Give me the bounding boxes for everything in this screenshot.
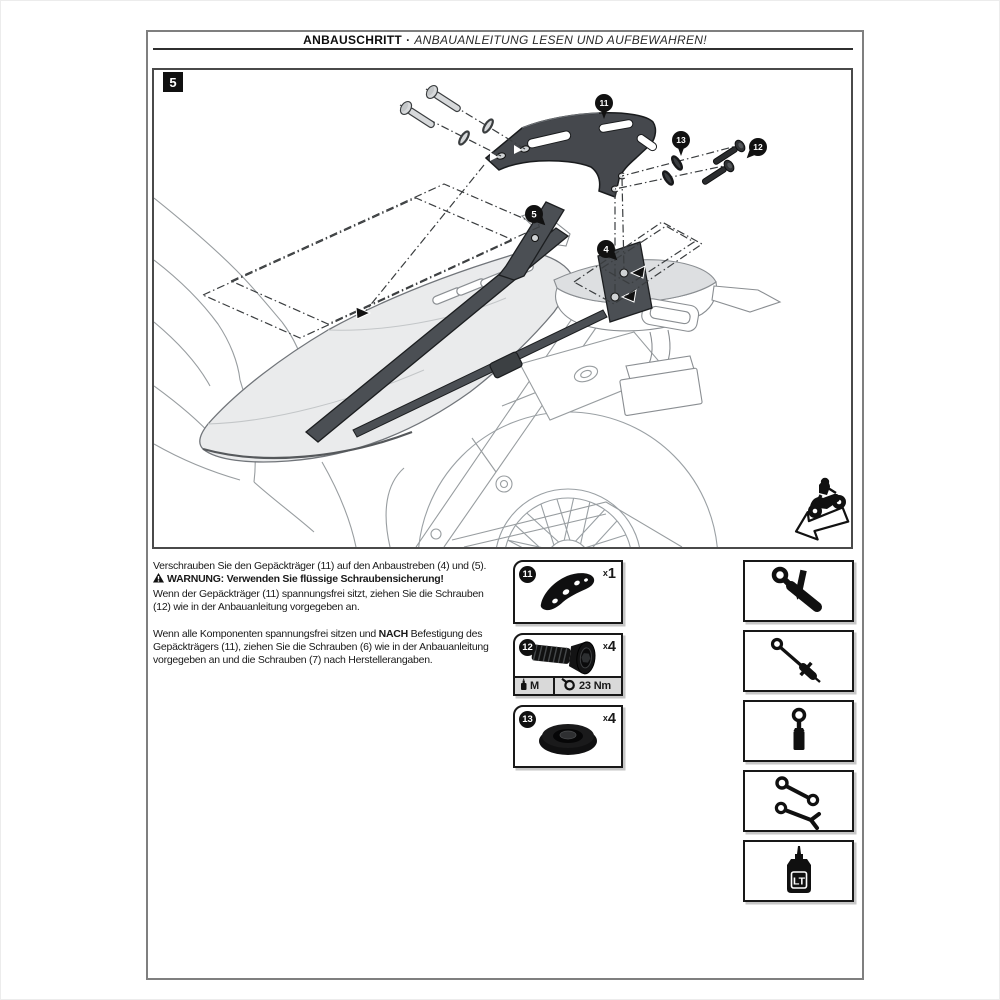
callout-13 (672, 131, 690, 156)
header-rule (153, 48, 853, 50)
exploded-view-illustration (154, 70, 851, 547)
part-number-badge: 13 (519, 711, 536, 728)
required-tools-list (743, 560, 854, 910)
part-quantity: x4 (602, 639, 616, 655)
instruction-line: (12) wie in der Anbauanleitung vorgegeben an. (153, 601, 360, 614)
header-note: ANBAUANLEITUNG LESEN UND AUFBEWAHREN! (414, 33, 707, 47)
luggage-rack-plate (486, 113, 658, 197)
part-number-badge: 12 (519, 639, 536, 656)
svg-text:11: 11 (599, 98, 609, 108)
socket-extension-icon (767, 706, 831, 756)
svg-text:LT: LT (792, 875, 805, 888)
rack-screws (661, 139, 747, 189)
turn-signal-right (712, 286, 780, 312)
instruction-line: Wenn alle Komponenten spannungsfrei sitzen und NACH Befestigung des (153, 627, 483, 640)
svg-text:13: 13 (676, 135, 686, 145)
parts-list (513, 560, 623, 777)
tool-box-torque-screwdriver (743, 630, 854, 692)
part-quantity: x1 (602, 566, 616, 582)
instruction-text (153, 560, 521, 668)
instruction-line: Wenn der Gepäckträger (11) spannungsfrei sitzt, ziehen Sie die Schrauben (153, 587, 484, 600)
part-number-badge: 11 (519, 566, 536, 583)
open-end-wrenches-icon (767, 772, 831, 830)
tool-box-wrenches (743, 770, 854, 832)
instruction-line: Gepäckträgers (11), ziehen Sie die Schrauben (6) wie in der Anbauanleitung (153, 641, 489, 654)
torque-spec: 23 Nm (555, 678, 621, 694)
header-title: ANBAUSCHRITT (303, 33, 403, 47)
thread-locker-bottle-icon (767, 845, 831, 897)
step-number-badge: 5 (163, 72, 183, 92)
svg-text:5: 5 (531, 209, 537, 221)
instruction-line: vorgegeben an und die Schrauben (7) nach Herstellerangaben. (153, 654, 433, 667)
threadlocker-spec: M (515, 678, 555, 694)
threadlocker-bottle-icon (519, 678, 528, 694)
svg-text:12: 12 (753, 142, 763, 152)
torque-screwdriver-icon (767, 636, 831, 686)
riding-direction-icon (792, 478, 850, 544)
torque-wrench-icon (561, 678, 575, 694)
svg-text:4: 4 (603, 244, 609, 256)
part-box-12 (513, 633, 623, 696)
header-separator: · (406, 33, 411, 47)
tool-box-thread-locker (743, 840, 854, 902)
exploded-view-figure (152, 68, 853, 549)
callout-12 (747, 138, 767, 158)
instruction-line: Verschrauben Sie den Gepäckträger (11) auf den Anbaustreben (4) und (5). (153, 560, 487, 572)
page-header (146, 33, 864, 47)
part-quantity: x4 (602, 711, 616, 727)
tool-box-socket-extension (743, 700, 854, 762)
bit-ratchet-icon (767, 566, 831, 616)
front-screws (398, 84, 494, 146)
screw-spec-bar (515, 676, 621, 694)
warning-line: WARNUNG: Verwenden Sie flüssige Schraubensicherung! (153, 573, 521, 587)
tool-box-bit-ratchet (743, 560, 854, 622)
part-box-11 (513, 560, 623, 624)
rear-wheel (418, 412, 718, 547)
part-box-13 (513, 705, 623, 768)
warning-triangle-icon (153, 573, 164, 587)
